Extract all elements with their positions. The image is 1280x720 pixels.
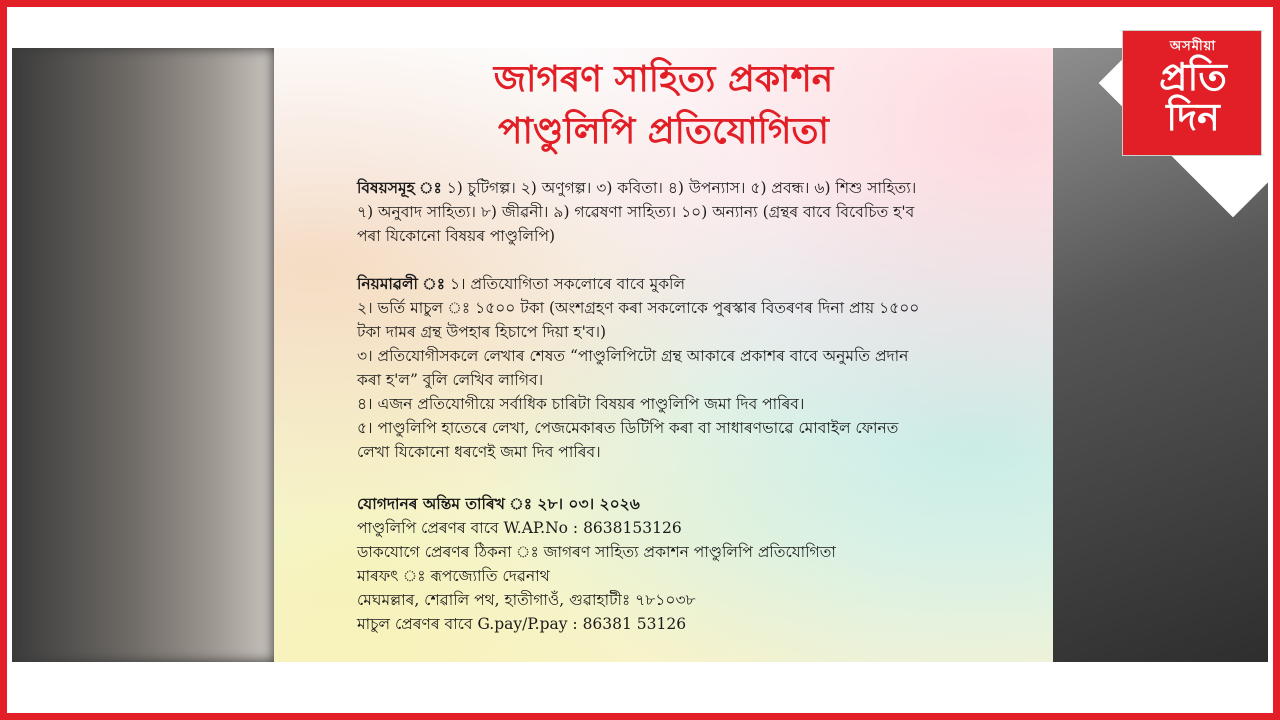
poster-title-line-1: জাগৰণ সাহিত্য প্ৰকাশন bbox=[493, 59, 834, 100]
rules-section bbox=[357, 272, 977, 464]
subjects-section bbox=[357, 176, 977, 248]
rules-text-1: ১। প্ৰতিযোগিতা সকলোৰে বাবে মুকলি bbox=[449, 275, 686, 293]
rules-line-1 bbox=[357, 272, 977, 296]
competition-poster bbox=[274, 48, 1053, 662]
subjects-line-1 bbox=[357, 176, 977, 200]
rules-line-6: ৪। এজন প্ৰতিযোগীয়ে সৰ্বাধিক চাৰিটা বিষয়ৰ পাণ্ডুলিপি জমা দিব পাৰিব। bbox=[357, 395, 805, 413]
payment-line: মাচুল প্ৰেৰণৰ বাবে G.pay/P.pay : 86381 53126 bbox=[357, 615, 687, 633]
care-of-line: মাৰফৎ ঃ ৰূপজ্যোতি দেৱনাথ bbox=[357, 567, 550, 585]
address-line: মেঘমল্লাৰ, শেৱালি পথ, হাতীগাওঁ, গুৱাহাটীঃ ৭৮১০৩৮ bbox=[357, 591, 696, 609]
rules-line-8: লেখা যিকোনো ধৰণেই জমা দিব পাৰিব। bbox=[357, 443, 601, 461]
asomiya-pratidin-logo bbox=[1122, 30, 1262, 156]
rules-line-2: ২। ভৰ্তি মাচুল ঃ ১৫০০ টকা (অংশগ্ৰহণ কৰা সকলোকে পুৰস্কাৰ বিতৰণৰ দিনা প্ৰায় ১৫০০ bbox=[357, 299, 920, 317]
subjects-label: বিষয়সমূহ ঃ bbox=[357, 178, 442, 197]
blurred-background-left bbox=[12, 48, 274, 662]
rules-line-3: টকা দামৰ গ্ৰন্থ উপহাৰ হিচাপে দিয়া হ'ব।) bbox=[357, 323, 607, 341]
logo-line-2: দিন bbox=[1166, 95, 1220, 139]
rules-line-5: কৰা হ'ল” বুলি লেখিব লাগিব। bbox=[357, 371, 544, 389]
subjects-line-3: পৰা যিকোনো বিষয়ৰ পাণ্ডুলিপি) bbox=[357, 227, 556, 245]
logo-line-1: প্রতি bbox=[1159, 55, 1227, 99]
rules-line-4: ৩। প্ৰতিযোগীসকলে লেখাৰ শেষত “পাণ্ডুলিপিটো গ্ৰন্থ আকাৰে প্ৰকাশৰ বাবে অনুমতি প্ৰদান bbox=[357, 347, 909, 365]
rules-line-7: ৫। পাণ্ডুলিপি হাতেৰে লেখা, পেজমেকাৰত ডিটিপি কৰা বা সাধাৰণভাৱে মোবাইল ফোনত bbox=[357, 419, 899, 437]
whatsapp-line: পাণ্ডুলিপি প্ৰেৰণৰ বাবে W.AP.No : 8638153126 bbox=[357, 519, 682, 537]
postal-address-line: ডাকযোগে প্ৰেৰণৰ ঠিকনা ঃ জাগৰণ সাহিত্য প্ৰকাশন পাণ্ডুলিপি প্ৰতিযোগিতা bbox=[357, 543, 836, 561]
image-stage bbox=[12, 48, 1268, 662]
logo-top-text: অসমীয়া bbox=[1169, 39, 1217, 54]
subjects-line-2: ৭) অনুবাদ সাহিত্য। ৮) জীৱনী। ৯) গৱেষণা সাহিত্য। ১০) অন্যান্য (গ্ৰন্থৰ বাবে বিবেচিত হ'ব bbox=[357, 203, 915, 221]
deadline-line: যোগদানৰ অন্তিম তাৰিখ ঃ ২৮। ০৩। ২০২৬ bbox=[357, 494, 640, 513]
logo-main-text bbox=[1137, 57, 1249, 143]
rules-label: নিয়মাৱলী ঃ bbox=[357, 274, 446, 293]
poster-title-line-2: পাণ্ডুলিপি প্ৰতিযোগিতা bbox=[498, 111, 829, 152]
subjects-text-1: ১) চুটিগল্প। ২) অণুগল্প। ৩) কবিতা। ৪) উপন্যাস। ৫) প্ৰবন্ধ। ৬) শিশু সাহিত্য। bbox=[446, 179, 917, 197]
contact-section bbox=[357, 492, 977, 636]
